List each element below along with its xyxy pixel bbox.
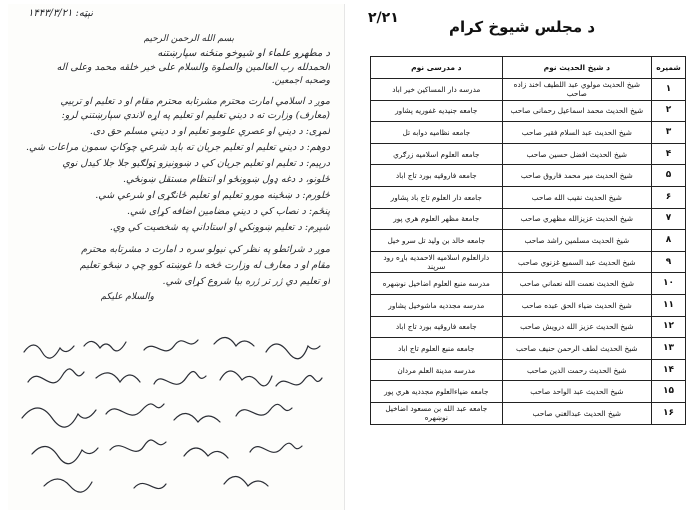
cell-name: شیخ الحدیث مولوي عبد اللطیف اخند زاده صاحب bbox=[502, 79, 651, 101]
table-row bbox=[371, 273, 686, 295]
letter-date: نېټه: ۱۴۴۳/۳/۲۱ bbox=[28, 8, 94, 19]
letter-line: لمړی: د دیني او عصري علومو تعلیم او د دیني مسلم حق دی. bbox=[89, 126, 330, 137]
cell-school: جامعه ضیاءالعلوم مجددیه هري پور bbox=[371, 381, 503, 403]
letter-line: الحمدلله رب العالمین والصلوة والسلام علی خیر خلقه محمد وعلی آله bbox=[56, 62, 330, 73]
table-body bbox=[371, 79, 686, 425]
document-title: د مجلس شیوخ کرام bbox=[448, 18, 596, 36]
cell-number: ۱۴ bbox=[652, 359, 686, 381]
cell-school: مدرسه دار المساکین خیر اباد bbox=[371, 79, 503, 101]
cell-name: شیخ الحدیث لطف الرحمن حنیف صاحب bbox=[502, 338, 651, 360]
table-row bbox=[371, 165, 686, 187]
cell-number: ۳ bbox=[652, 122, 686, 144]
table-row bbox=[371, 122, 686, 144]
cell-number: ۱۲ bbox=[652, 316, 686, 338]
header-name: د شیخ الحدیث نوم bbox=[502, 57, 651, 79]
cell-school: جامعه نظامیه دوابه تل bbox=[371, 122, 503, 144]
cell-number: ۱ bbox=[652, 79, 686, 101]
signatures-drawing bbox=[14, 322, 338, 506]
letter-line: د مطهرو علماء او شیوخو منځنه سپارښتنه bbox=[157, 48, 330, 59]
table-header-row bbox=[371, 57, 686, 79]
cell-name: شیخ الحدیث مسلمین راشد صاحب bbox=[502, 230, 651, 252]
scholars-table bbox=[370, 56, 686, 425]
scholars-list-page bbox=[352, 4, 692, 510]
cell-name: شیخ الحدیث نعمت الله نعماني صاحب bbox=[502, 273, 651, 295]
cell-number: ۶ bbox=[652, 186, 686, 208]
table-row bbox=[371, 79, 686, 101]
table-row bbox=[371, 100, 686, 122]
cell-number: ۲ bbox=[652, 100, 686, 122]
cell-number: ۱۶ bbox=[652, 402, 686, 424]
cell-school: جامعه خالد بن ولید تل سرو خیل bbox=[371, 230, 503, 252]
cell-number: ۴ bbox=[652, 143, 686, 165]
cell-school: جامعه عبد الله بن مسعود اضاخیل نوښهره bbox=[371, 402, 503, 424]
cell-school: مدرسه مدینة العلم مردان bbox=[371, 359, 503, 381]
cell-number: ۷ bbox=[652, 208, 686, 230]
table-row bbox=[371, 230, 686, 252]
letter-line: شپږم: د تعلیم ښوونکي او استادانې په شخصیت کې وي. bbox=[109, 222, 330, 233]
table-row bbox=[371, 359, 686, 381]
cell-number: ۱۰ bbox=[652, 273, 686, 295]
header-school: د مدرسی نوم bbox=[371, 57, 503, 79]
letter-line: مقام او د معارف له وزارت څخه دا غوښته کوو چې د ښځو تعلیم bbox=[79, 260, 330, 271]
letter-line: (معارف) وزارت ته د دیني تعلیم او تعلیم په اړه لاندې سپارښتنې لرو: bbox=[61, 110, 330, 121]
cell-number: ۱۳ bbox=[652, 338, 686, 360]
cell-school: جامعه فاروقیه بورد تاج اباد bbox=[371, 165, 503, 187]
cell-name: شیخ الحدیث افضل حسین صاحب bbox=[502, 143, 651, 165]
table-row bbox=[371, 294, 686, 316]
cell-school: جامعه منبع العلوم تاج اباد bbox=[371, 338, 503, 360]
letter-line: او تعلیم دي ژر تر ژره بیا شروع کړای شي. bbox=[162, 276, 330, 287]
cell-school: جامعه العلوم اسلامیه زرګري bbox=[371, 143, 503, 165]
cell-school: جامعه جنیدیه غفوریه پشاور bbox=[371, 100, 503, 122]
table-row bbox=[371, 316, 686, 338]
cell-name: شیخ الحدیث عزیز الله درویش صاحب bbox=[502, 316, 651, 338]
table-row bbox=[371, 208, 686, 230]
page-number: ۲/۲۱ bbox=[368, 10, 399, 26]
table-row bbox=[371, 381, 686, 403]
cell-number: ۱۵ bbox=[652, 381, 686, 403]
cell-school: مدرسه منبع العلوم اضاخیل نوښهره bbox=[371, 273, 503, 295]
cell-name: شیخ الحدیث محمد اسماعیل رحمانی صاحب bbox=[502, 100, 651, 122]
cell-name: شیخ الحدیث عزیزالله مظهري صاحب bbox=[502, 208, 651, 230]
header-number: شمیره bbox=[652, 57, 686, 79]
cell-name: شیخ الحدیث ضیاء الحق عبده صاحب bbox=[502, 294, 651, 316]
cell-name: شیخ الحدیث رحمت الدین صاحب bbox=[502, 359, 651, 381]
letter-line: ځلونو، د دغه ډول ښوونځو او انتظام مستقل ښونځي. bbox=[122, 174, 330, 185]
cell-number: ۱۱ bbox=[652, 294, 686, 316]
letter-line: وصحبه اجمعین. bbox=[271, 76, 330, 86]
cell-school: جامعة مظهر العلوم هري پور bbox=[371, 208, 503, 230]
handwritten-letter-page bbox=[8, 4, 345, 510]
cell-name: شیخ الحدیث نقیب الله صاحب bbox=[502, 186, 651, 208]
letter-line: بسم الله الرحمن الرحیم bbox=[143, 34, 234, 44]
letter-line: موږ د شرائطو په نظر کې نیولو سره د امارت د مشرتابه محترم bbox=[81, 244, 330, 255]
table-row bbox=[371, 402, 686, 424]
table-row bbox=[371, 186, 686, 208]
letter-line: دوهم: د دیني تعلیم او تعلیم جریان ته باید شرعي چوکاټ سمون مراعات شي. bbox=[25, 142, 330, 153]
cell-school: دارالعلوم اسلامیه الاحمدیه باړه رود سرپند bbox=[371, 251, 503, 273]
cell-number: ۹ bbox=[652, 251, 686, 273]
letter-line: والسلام علیکم bbox=[100, 292, 154, 302]
letter-line: درېیم: د تعلیم او تعلیم جریان کې د ښوونیزو ټولګیو جلا جلا کیدل نوي bbox=[62, 158, 330, 169]
letter-line: څلورم: د ښځینه مورو تعلیم او تعلیم ځانګړی او شرعي شي. bbox=[95, 190, 330, 201]
cell-number: ۸ bbox=[652, 230, 686, 252]
table-row bbox=[371, 338, 686, 360]
signatures-block bbox=[14, 322, 338, 506]
cell-name: شیخ الحدیث میر محمد فاروق صاحب bbox=[502, 165, 651, 187]
cell-school: جامعه دار العلوم تاج باد پشاور bbox=[371, 186, 503, 208]
cell-number: ۵ bbox=[652, 165, 686, 187]
cell-name: شیخ الحدیث عبدالغني صاحب bbox=[502, 402, 651, 424]
cell-name: شیخ الحدیث عبد الواحد صاحب bbox=[502, 381, 651, 403]
cell-name: شیخ الحدیث عبد السمیع غزنوي صاحب bbox=[502, 251, 651, 273]
cell-school: جامعه فاروقیه بورد تاج اباد bbox=[371, 316, 503, 338]
table-row bbox=[371, 143, 686, 165]
letter-line: پنځم: د نصاب کې د دیني مضامین اضافه کړای شي. bbox=[126, 206, 330, 217]
cell-school: مدرسه مجددیه ماشوخیل پشاور bbox=[371, 294, 503, 316]
letter-line: موږ د اسلامي امارت محترم مشرتابه محترم مقام او د تعلیم او تربیې bbox=[60, 96, 330, 107]
table-row bbox=[371, 251, 686, 273]
cell-name: شیخ الحدیث عبد السلام فقیر صاحب bbox=[502, 122, 651, 144]
